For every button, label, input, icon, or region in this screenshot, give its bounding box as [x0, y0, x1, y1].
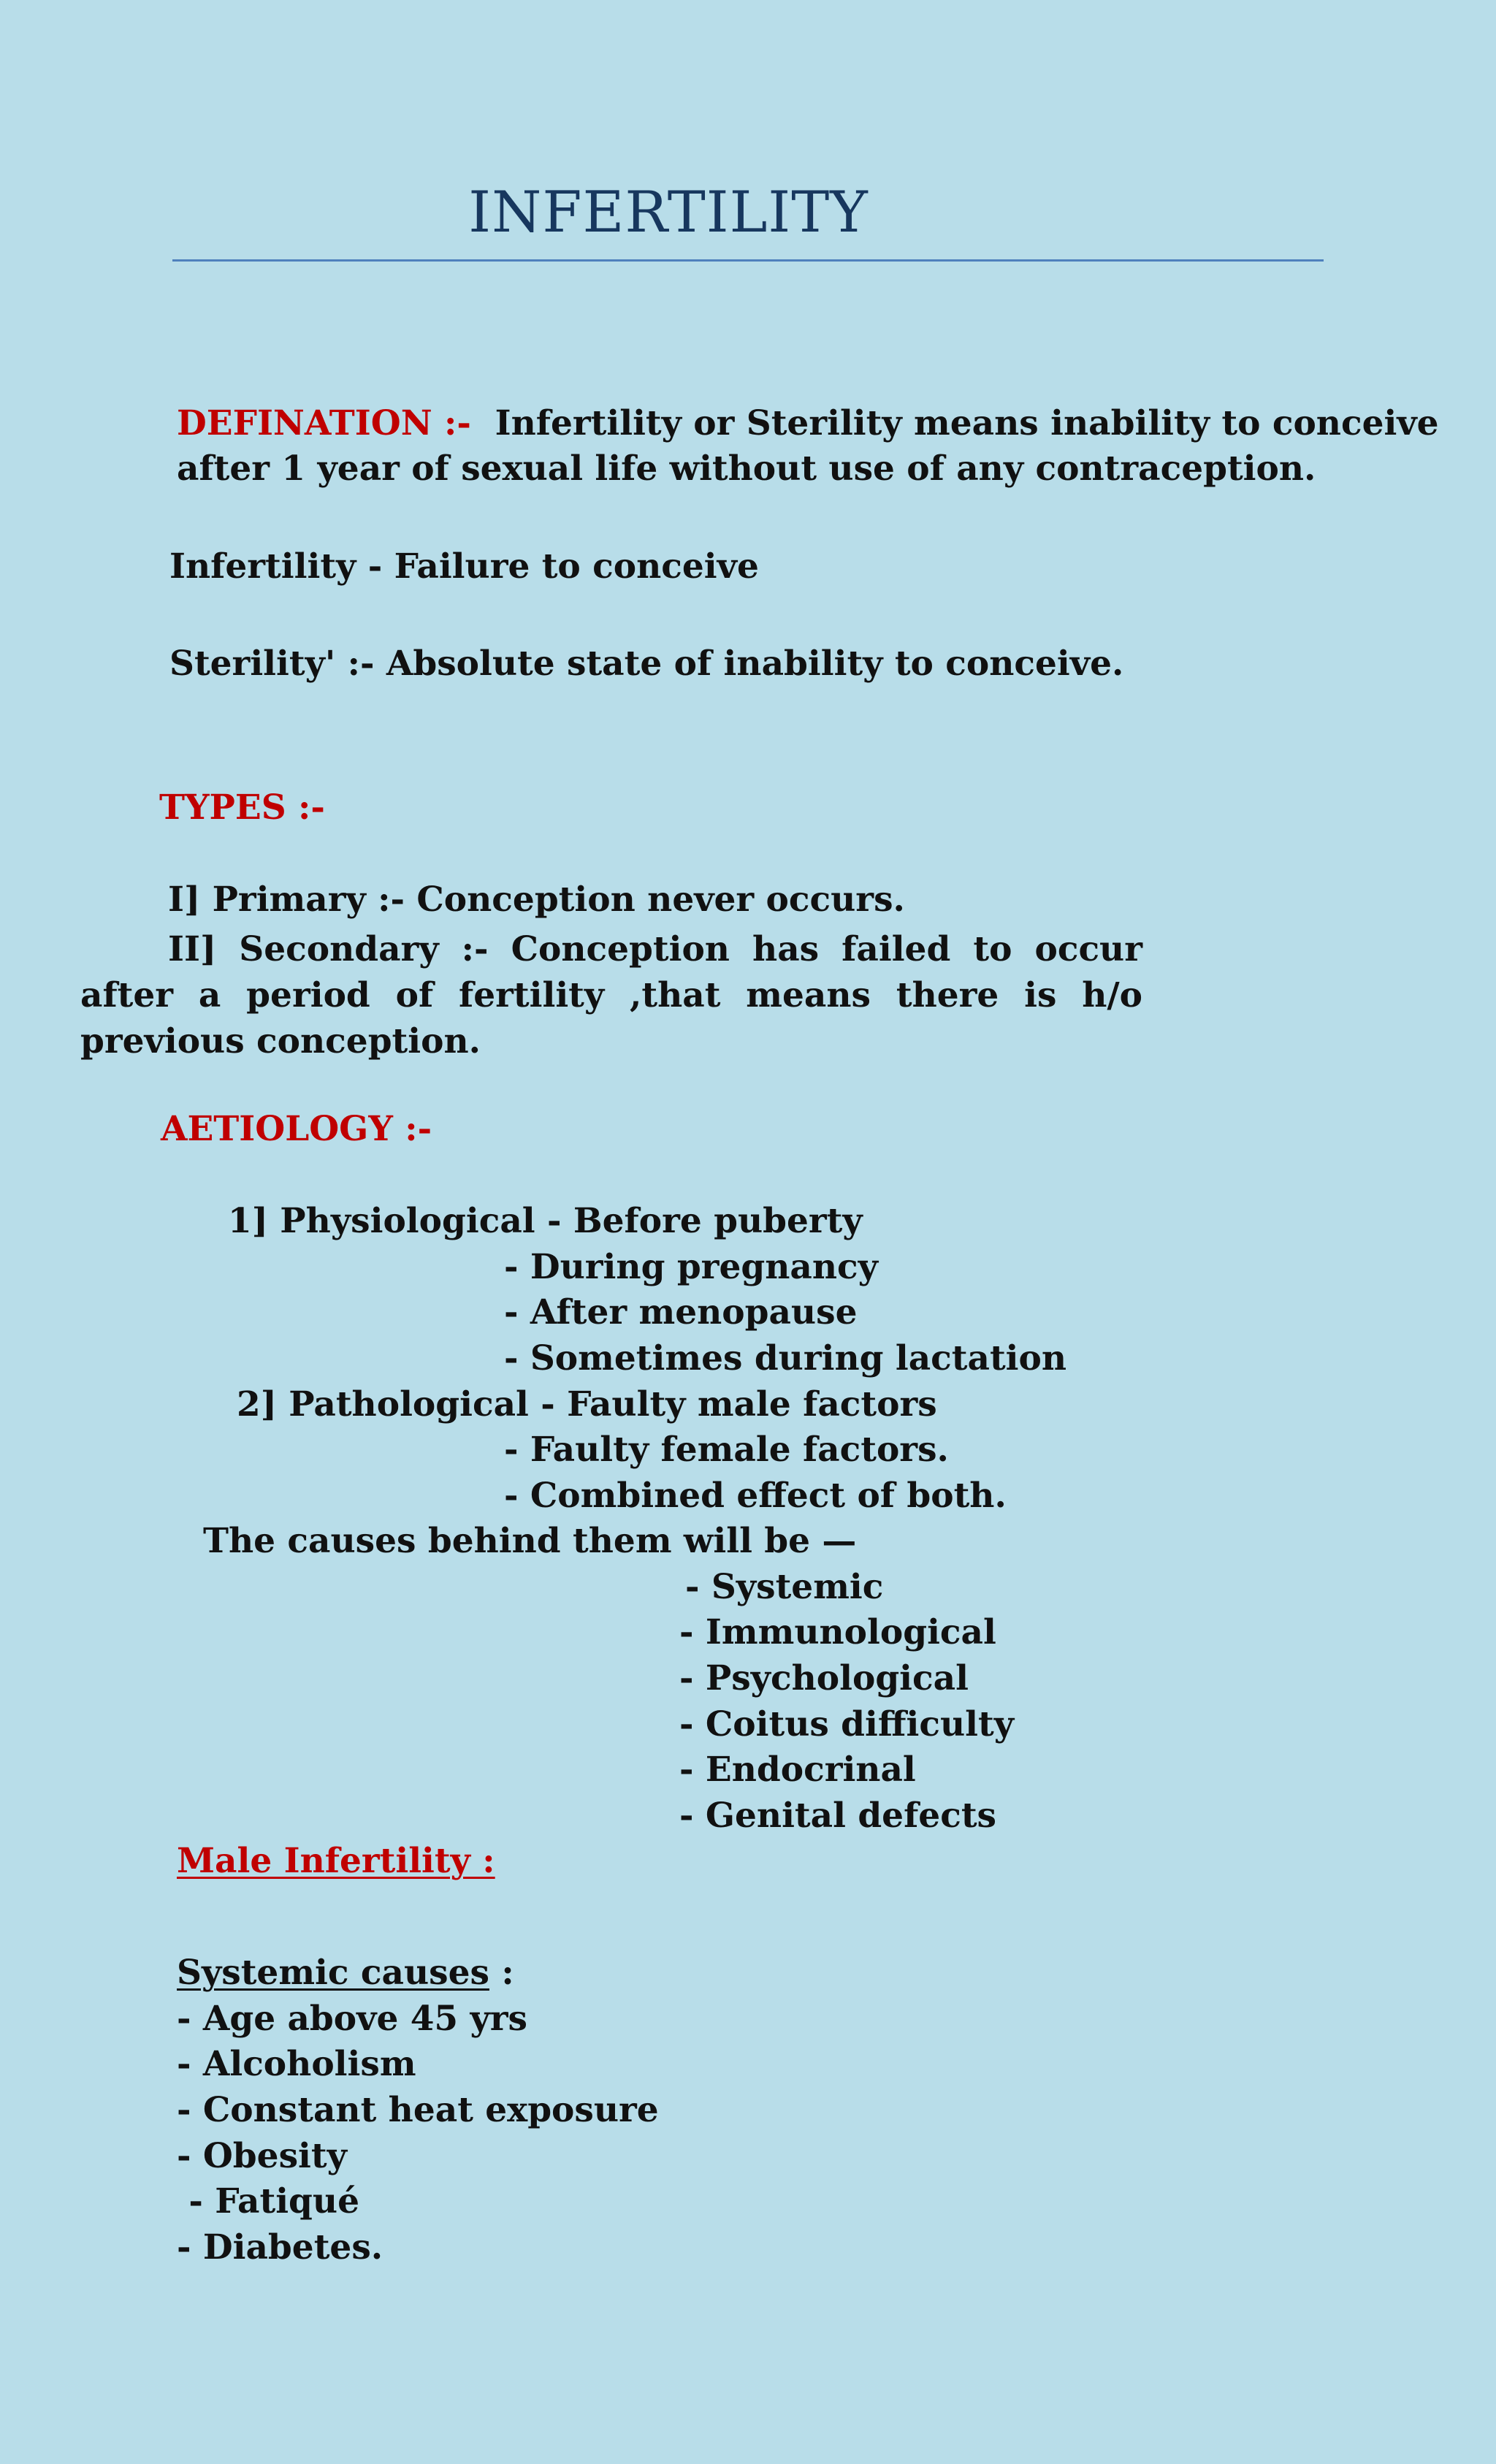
systemic-cause-item: - Obesity — [177, 2136, 347, 2176]
cause-item: - Genital defects — [679, 1796, 996, 1836]
types-secondary-text: II] Secondary :- Conception has failed to occur after a period of fertility ,that means there is h/o previous conception. — [80, 929, 1142, 1061]
sterility-term: Sterility' :- Absolute state of inability to conceive. — [169, 644, 1124, 684]
pathological-row — [237, 1384, 937, 1424]
systemic-causes-colon: : — [489, 1953, 514, 1993]
physiological-row — [228, 1201, 863, 1241]
cause-item: - Coitus difficulty — [679, 1704, 1014, 1744]
title-underline-rule — [172, 259, 1324, 262]
page-title: INFERTILITY — [468, 180, 869, 245]
physiological-item: - Before puberty — [547, 1201, 863, 1241]
causes-intro: The causes behind them will be — — [203, 1521, 857, 1561]
pathological-label: 2] Pathological — [237, 1384, 529, 1424]
cause-item: - Psychological — [679, 1658, 969, 1698]
definition-line-1 — [177, 403, 1439, 443]
definition-label: DEFINATION :- — [177, 403, 471, 443]
types-secondary — [80, 926, 1142, 1064]
types-heading: TYPES :- — [159, 787, 325, 828]
systemic-cause-item: - Constant heat exposure — [177, 2090, 659, 2130]
cause-item: - Immunological — [679, 1612, 996, 1652]
definition-text-1: Infertility or Sterility means inability to conceive — [495, 403, 1439, 443]
systemic-causes-label: Systemic causes — [177, 1953, 489, 1993]
cause-item: - Endocrinal — [679, 1750, 916, 1790]
infertility-term: Infertility - Failure to conceive — [169, 546, 759, 587]
systemic-cause-item: - Age above 45 yrs — [177, 1999, 528, 2039]
aetiology-heading: AETIOLOGY :- — [161, 1109, 432, 1149]
male-infertility-heading: Male Infertility : — [177, 1841, 495, 1881]
physiological-item: - Sometimes during lactation — [504, 1338, 1067, 1378]
physiological-item: - After menopause — [504, 1292, 858, 1332]
pathological-item: - Faulty female factors. — [504, 1430, 949, 1470]
systemic-cause-item: - Fatiqué — [177, 2181, 359, 2221]
physiological-item: - During pregnancy — [504, 1247, 878, 1287]
physiological-label: 1] Physiological — [228, 1201, 535, 1241]
pathological-item: - Faulty male factors — [541, 1384, 937, 1424]
systemic-cause-item: - Alcoholism — [177, 2044, 416, 2084]
pathological-item: - Combined effect of both. — [504, 1476, 1007, 1516]
systemic-causes-heading — [177, 1953, 514, 1993]
cause-item: - Systemic — [685, 1567, 884, 1607]
definition-line-2: after 1 year of sexual life without use of any contraception. — [177, 449, 1316, 489]
systemic-cause-item: - Diabetes. — [177, 2227, 383, 2267]
types-primary: I] Primary :- Conception never occurs. — [168, 880, 905, 920]
